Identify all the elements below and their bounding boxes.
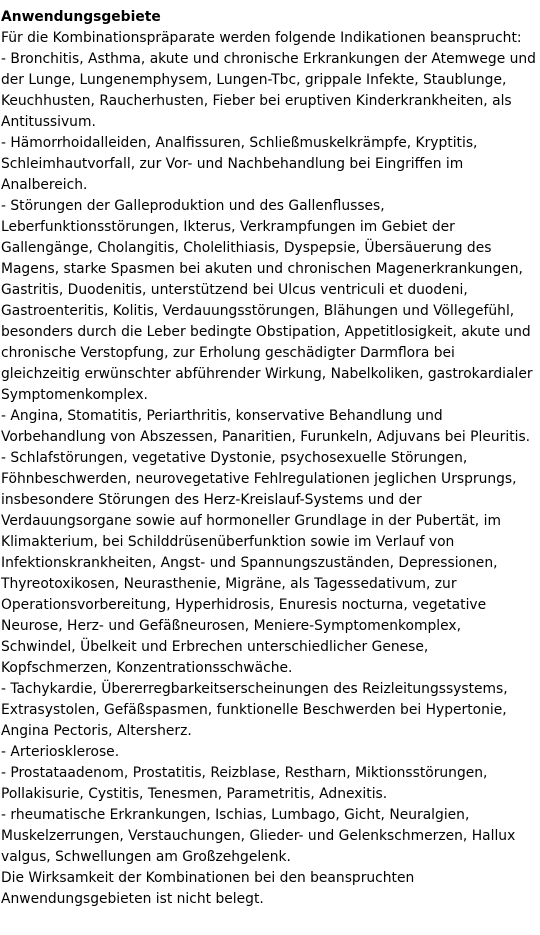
indication-item: - Arteriosklerose. [1, 744, 120, 760]
intro-paragraph: Für die Kombinationspräparate werden folgende Indikationen beansprucht: [1, 30, 522, 46]
indication-item: - Prostataadenom, Prostatitis, Reizblase, Restharn, Miktionsstörungen, Pollakisurie, Cystitis, Tenesmen, Parametritis, Adnexitis. [1, 765, 488, 802]
indication-item: - Hämorrhoidalleiden, Analfissuren, Schließmuskelkrämpfe, Kryptitis, Schleimhautvorfall, zur Vor- und Nachbehandlung bei Eingriffen im Analbereich. [1, 135, 478, 193]
indication-item: - Angina, Stomatitis, Periarthritis, konservative Behandlung und Vorbehandlung von Abszessen, Panaritien, Furunkeln, Adjuvans bei Pleuritis. [1, 408, 531, 445]
closing-paragraph: Die Wirksamkeit der Kombinationen bei den beanspruchten Anwendungsgebieten ist nicht belegt. [1, 870, 415, 907]
section-heading: Anwendungsgebiete [1, 9, 161, 25]
indication-item: - Bronchitis, Asthma, akute und chronische Erkrankungen der Atemwege und der Lunge, Lungenemphysem, Lungen-Tbc, grippale Infekte, Staublunge, Keuchhusten, Raucherhusten, Fieber bei eruptiven Kinderkrankheiten, als Antitussivum. [1, 51, 536, 130]
indication-item: - rheumatische Erkrankungen, Ischias, Lumbago, Gicht, Neuralgien, Muskelzerrungen, Verstauchungen, Glieder- und Gelenkschmerzen, Hallux valgus, Schwellungen am Großzehgelenk. [1, 807, 516, 865]
indication-item: - Störungen der Galleproduktion und des Gallenflusses, Leberfunktionsstörungen, Ikterus, Verkrampfungen im Gebiet der Gallengänge, Cholangitis, Cholelithiasis, Dyspepsie, Übersäuerung des Magens, starke Spasmen bei akuten und chronischen Magenerkrankungen, Gastritis, Duodenitis, unterstützend bei Ulcus ventriculi et duodeni, Gastroenteritis, Kolitis, Verdauungsstörungen, Blähungen und Völlegefühl, besonders durch die Leber bedingte Obstipation, Appetitlosigkeit, akute und chronische Verstopfung, zur Erholung geschädigter Darmflora bei gleichzeitig erwünschter abführender Wirkung, Nabelkoliken, gastrokardialer Symptomenkomplex. [1, 198, 533, 403]
indication-item: - Tachykardie, Übererregbarkeitserscheinungen des Reizleitungssystems, Extrasystolen, Gefäßspasmen, funktionelle Beschwerden bei Hypertonie, Angina Pectoris, Altersherz. [1, 681, 508, 739]
indication-item: - Schlafstörungen, vegetative Dystonie, psychosexuelle Störungen, Föhnbeschwerden, neurovegetative Fehlregulationen jeglichen Ursprungs, insbesondere Störungen des Herz-Kreislauf-Systems und der Verdauungsorgane sowie auf hormoneller Grundlage in der Pubertät, im Klimakterium, bei Schilddrüsenüberfunktion sowie im Verlauf von Infektionskrankheiten, Angst- und Spannungszuständen, Depressionen, Thyreotoxikosen, Neurasthenie, Migräne, als Tagessedativum, zur Operationsvorbereitung, Hyperhidrosis, Enuresis nocturna, vegetative Neurose, Herz- und Gefäßneurosen, Meniere-Symptomenkomplex, Schwindel, Übelkeit und Erbrechen unterschiedlicher Genese, Kopfschmerzen, Konzentrationsschwäche. [1, 450, 517, 676]
